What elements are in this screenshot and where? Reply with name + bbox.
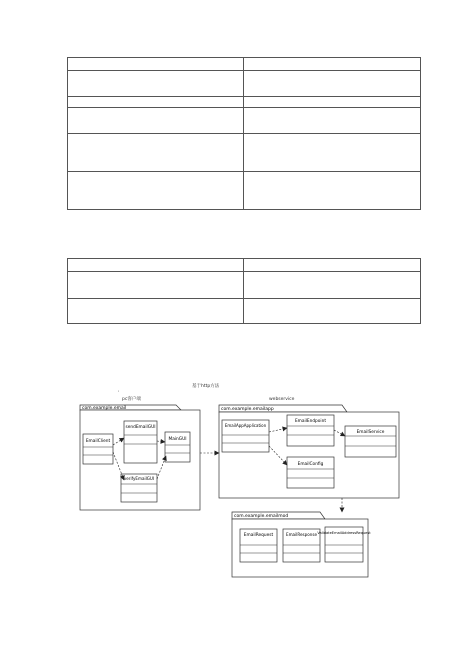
- table-cell: [244, 172, 420, 210]
- class-send-email-gui: [124, 421, 157, 463]
- table-row: [68, 107, 420, 134]
- class-validate-email-address-request: [317, 527, 371, 562]
- uml-package-diagram: [0, 370, 474, 620]
- class-email-request: [240, 529, 277, 562]
- class-name: ValidateEmailAddressRequest: [317, 531, 371, 535]
- class-email-service: [345, 426, 396, 457]
- table-row: [68, 171, 420, 210]
- table-cell: [68, 299, 244, 324]
- class-name: sendEmailGUI: [125, 425, 156, 430]
- class-name: verifyEmailGUI: [123, 476, 155, 481]
- table-cell: [68, 259, 244, 271]
- table-cell: [68, 71, 244, 97]
- class-name: MainGUI: [168, 437, 187, 442]
- table-row: [68, 70, 420, 97]
- table-cell: [244, 259, 420, 271]
- class-email-client: [83, 434, 113, 464]
- table-row: [68, 58, 420, 70]
- class-email-response: [283, 529, 320, 562]
- class-email-config: [287, 457, 334, 488]
- class-email-endpoint: [287, 415, 334, 446]
- table-cell: [244, 71, 420, 97]
- table-row: [68, 133, 420, 172]
- class-verify-email-gui: [121, 474, 157, 502]
- info-table-1: [67, 57, 421, 210]
- class-name: EmailAppApplication: [224, 423, 267, 428]
- table-cell: [68, 272, 244, 299]
- class-email-app-application: [222, 420, 269, 452]
- package-label: com.example.emailapp: [221, 407, 274, 412]
- class-name: EmailRequest: [243, 533, 274, 538]
- table-cell: [68, 58, 244, 70]
- tick-label: ': [118, 390, 120, 395]
- class-name: EmailClient: [85, 439, 111, 444]
- label-client-side: pc客户端: [122, 397, 141, 402]
- table-row: [68, 298, 420, 324]
- package-label: com.example.emailmod: [234, 514, 289, 519]
- class-name: EmailService: [356, 430, 385, 435]
- info-table-2: [67, 258, 421, 324]
- package-label: com.example.email: [82, 406, 127, 411]
- table-cell: [244, 58, 420, 70]
- table-cell: [68, 108, 244, 134]
- class-main-gui: [165, 432, 190, 462]
- table-cell: [244, 272, 420, 299]
- table-row: [68, 271, 420, 299]
- table-cell: [244, 108, 420, 134]
- table-row: [68, 259, 420, 271]
- class-name: EmailConfig: [297, 462, 324, 467]
- class-name: EmailResponse: [285, 532, 318, 537]
- table-cell: [244, 134, 420, 172]
- label-web-service: webservice: [269, 397, 295, 402]
- label-http-api: 基于http方法: [192, 384, 220, 389]
- class-name: EmailEndpoint: [294, 419, 327, 424]
- table-cell: [68, 172, 244, 210]
- table-cell: [68, 134, 244, 172]
- table-cell: [244, 299, 420, 324]
